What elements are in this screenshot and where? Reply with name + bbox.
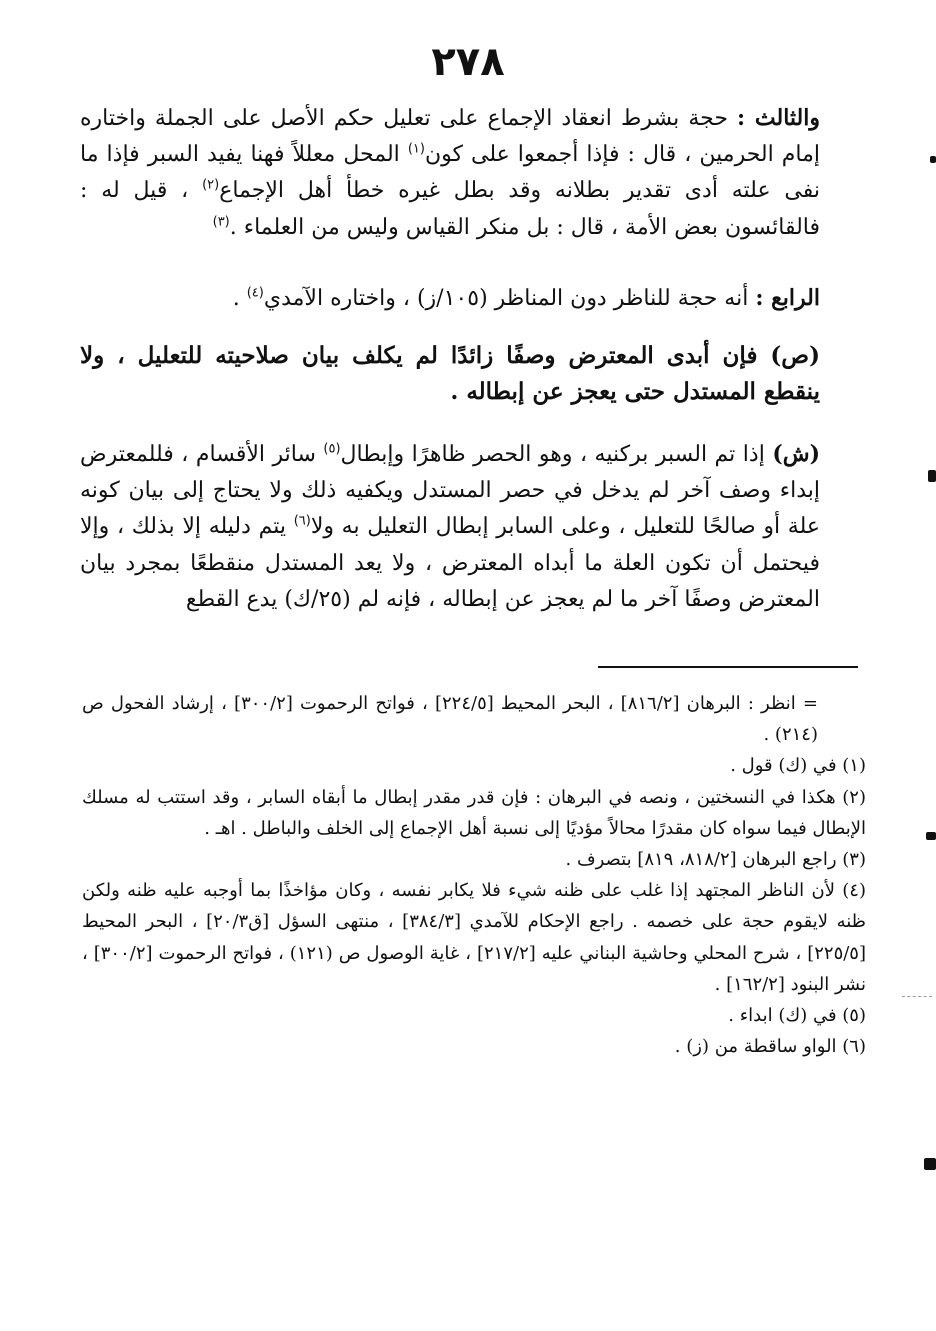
paragraph-lead: الرابع : xyxy=(755,285,820,311)
scan-edge-mark xyxy=(928,470,936,482)
footnote-2: (٢) هكذا في النسختين ، ونصه في البرهان : فإن قدر مقدر إبطال ما أبقاه السابر ، وقد استتب له مسلك الإبطال فيما سواه كان مقدرًا محالاً مؤديًا إلى نسبة أهل الإجماع إلى الخلف والباطل . اهـ . xyxy=(82,786,866,839)
footnote-ref-4[interactable]: (٤) xyxy=(246,285,264,301)
footnote-separator xyxy=(598,666,858,668)
footnote-ref-6[interactable]: (٦) xyxy=(293,514,311,530)
footnote-6: (٦) الواو ساقطة من (ز) . xyxy=(674,1036,866,1058)
scan-dash-mark xyxy=(902,996,932,997)
scan-edge-mark xyxy=(930,156,936,163)
paragraph-text: المحل معللاً فهنا يفيد السبر فإذا ما نفى علته أدى تقدير بطلانه وقد بطل غيره خطأ أهل الإجماع xyxy=(80,142,820,204)
paragraph-text: . xyxy=(232,286,247,311)
footnotes-section xyxy=(82,688,866,1062)
paragraph-text: ، قيل له : فالقائسون بعض الأمة ، قال : بل منكر القياس وليس من العلماء . xyxy=(80,178,820,240)
commentary-paragraph xyxy=(80,436,820,618)
paragraph-text: أنه حجة للناظر دون المناظر (١٠٥/ز) ، واختاره الآمدي xyxy=(263,286,756,311)
footnote-3: (٣) راجع البرهان [٨١٨/٢، ٨١٩] بتصرف . xyxy=(565,849,866,871)
page-number: ٢٧٨ xyxy=(431,39,505,85)
footnote-ref-2[interactable]: (٢) xyxy=(202,178,220,194)
paragraph-text: إذا تم السبر بركنيه ، وهو الحصر ظاهرًا وإبطال xyxy=(340,442,773,467)
footnote-1: (١) في (ك) قول . xyxy=(730,755,866,777)
paragraph-text: حجة بشرط انعقاد الإجماع على تعليل حكم الأصل على الجملة واختاره إمام الحرمين ، قال : فإذا أجمعوا على كون xyxy=(80,106,820,168)
footnote-ref-5[interactable]: (٥) xyxy=(323,441,341,457)
paragraph-lead: (ش) xyxy=(772,441,820,467)
scan-edge-mark xyxy=(926,832,936,840)
paragraph-text: يتم دليله إلا بذلك ، وإلا فيحتمل أن تكون العلة ما أبداه المعترض ، ولا يعد المستدل منقطعًا بمجرد بيان المعترض وصفًا آخر ما لم يعجز عن إبطاله ، فإنه لم (٢٥/ك) يدع القطع xyxy=(80,514,820,612)
paragraph-text: سائر الأقسام ، فللمعترض إبداء وصف آخر لم يدخل في حصر المستدل ويكفيه ذلك ولا يحتاج إلى بيان كونه علة أو صالحًا للتعليل ، وعلى السابر إبطال التعليل به ولا xyxy=(80,442,820,540)
footnote-ref-3[interactable]: (٣) xyxy=(212,214,230,230)
paragraph-fourth-opinion xyxy=(80,280,820,317)
matn-paragraph: (ص) فإن أبدى المعترض وصفًا زائدًا لم يكلف بيان صلاحيته للتعليل ، ولا ينقطع المستدل حتى يعجز عن إبطاله . xyxy=(80,342,820,406)
paragraph-third-opinion xyxy=(80,100,820,246)
footnote-ref-1[interactable]: (١) xyxy=(407,141,425,157)
footnote-4: (٤) لأن الناظر المجتهد إذا غلب على ظنه شيء فلا يكابر نفسه ، وكان مؤاخذًا بما أوجبه عليه ظنه ولكن ظنه لايقوم حجة على خصمه . راجع الإحكام للآمدي [٣٨٤/٣] ، منتهى السؤل [ق٢٠/٣] ، البحر المحيط [٢٢٥/٥] ، شرح المحلي وحاشية البناني عليه [٢١٧/٢] ، غاية الوصول ص (١٢١) ، فواتح الرحموت [٣٠٠/٢] ، نشر البنود [١٦٢/٢] . xyxy=(82,880,867,995)
paragraph-lead: والثالث : xyxy=(737,105,821,131)
scan-edge-mark xyxy=(924,1158,936,1170)
footnote-continued: = انظر : البرهان [٨١٦/٢] ، البحر المحيط [٢٢٤/٥] ، فواتح الرحموت [٣٠٠/٢] ، إرشاد الفحول ص (٢١٤) . xyxy=(82,693,818,746)
footnote-5: (٥) في (ك) ابداء . xyxy=(728,1005,866,1027)
